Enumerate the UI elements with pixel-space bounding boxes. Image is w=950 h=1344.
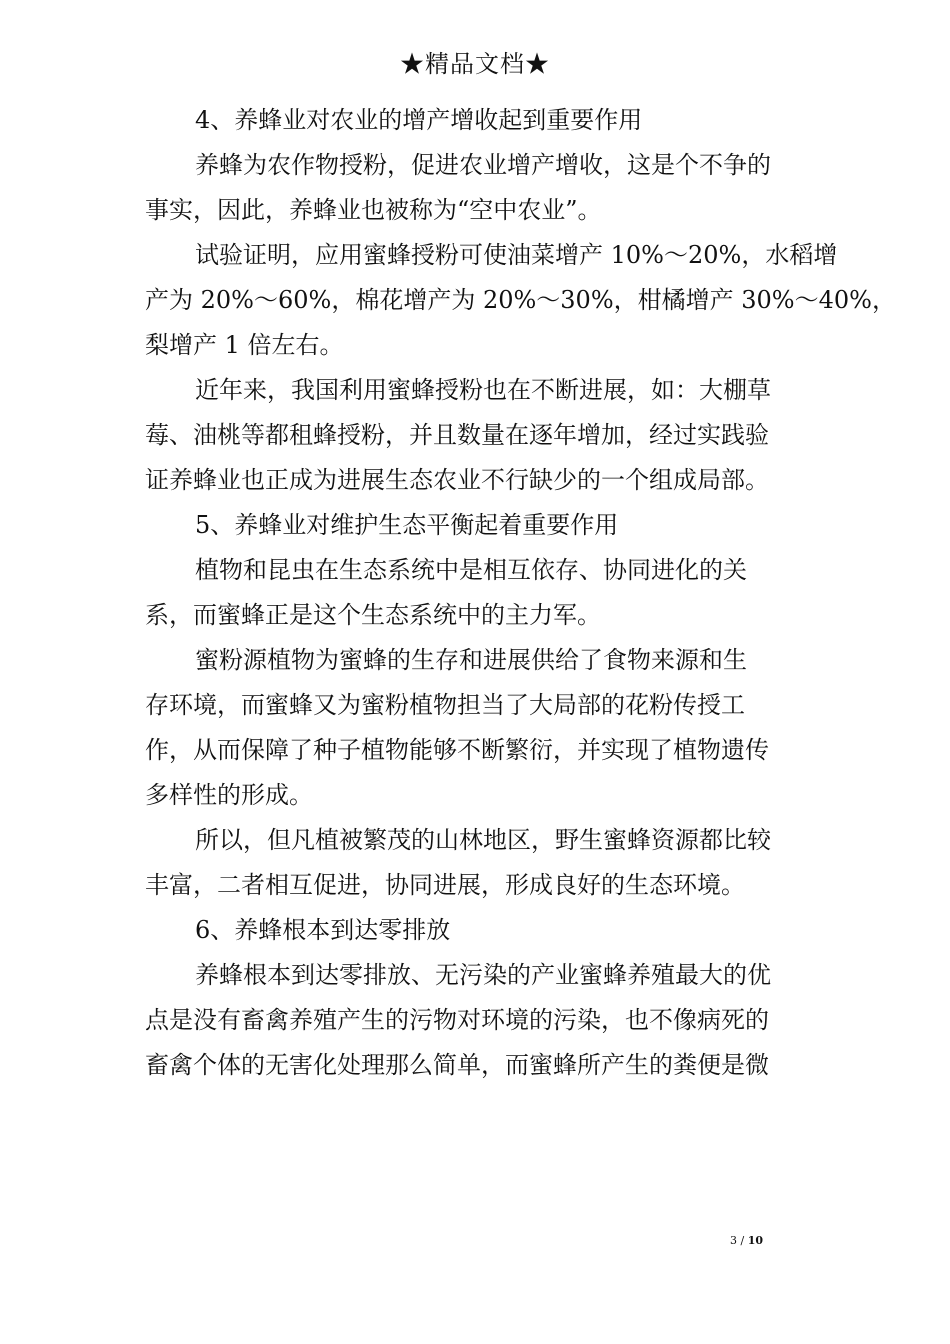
text-line: 多样性的形成。 <box>145 781 313 809</box>
text-line: 梨增产 1 倍左右。 <box>145 331 344 359</box>
text-line: 丰富，二者相互促进，协同进展，形成良好的生态环境。 <box>145 871 745 899</box>
text-line: 畜禽个体的无害化处理那么简单，而蜜蜂所产生的粪便是微 <box>145 1051 769 1079</box>
text-line: 养蜂根本到达零排放、无污染的产业蜜蜂养殖最大的优 <box>195 961 771 989</box>
text-line: 作，从而保障了种子植物能够不断繁衍，并实现了植物遗传 <box>145 736 769 764</box>
text-line: 莓、油桃等都租蜂授粉，并且数量在逐年增加，经过实践验 <box>145 421 769 449</box>
text-line: 产为 20%～60%，棉花增产为 20%～30%，柑橘增产 30%～40%， <box>145 286 896 314</box>
text-line: 系，而蜜蜂正是这个生态系统中的主力军。 <box>145 601 601 629</box>
document-body <box>145 98 896 1088</box>
text-line: 存环境，而蜜蜂又为蜜粉植物担当了大局部的花粉传授工 <box>145 691 745 719</box>
page-number <box>730 1234 763 1247</box>
text-line: 蜜粉源植物为蜜蜂的生存和进展供给了食物来源和生 <box>195 646 747 674</box>
text-line: 近年来，我国利用蜜蜂授粉也在不断进展，如：大棚草 <box>195 376 771 404</box>
text-line: 养蜂为农作物授粉，促进农业增产增收，这是个不争的 <box>195 151 771 179</box>
text-line: 证养蜂业也正成为进展生态农业不行缺少的一个组成局部。 <box>145 466 769 494</box>
text-line: 植物和昆虫在生态系统中是相互依存、协同进化的关 <box>195 556 747 584</box>
text-line: 点是没有畜禽养殖产生的污物对环境的污染，也不像病死的 <box>145 1006 769 1034</box>
page-header-title: ★精品文档★ <box>400 50 550 78</box>
text-line: 所以，但凡植被繁茂的山林地区，野生蜜蜂资源都比较 <box>195 826 771 854</box>
text-line: 事实，因此，养蜂业也被称为“空中农业”。 <box>145 196 602 224</box>
page-total: 10 <box>747 1234 764 1247</box>
text-line: 4、养蜂业对农业的增产增收起到重要作用 <box>195 106 643 134</box>
section-heading: 6、养蜂根本到达零排放 <box>195 916 451 944</box>
text-line: 试验证明，应用蜜蜂授粉可使油菜增产 10%～20%，水稻增 <box>195 241 838 269</box>
section-heading: 5、养蜂业对维护生态平衡起着重要作用 <box>195 511 619 539</box>
page-separator: / <box>737 1234 748 1247</box>
page-current: 3 <box>730 1234 737 1247</box>
